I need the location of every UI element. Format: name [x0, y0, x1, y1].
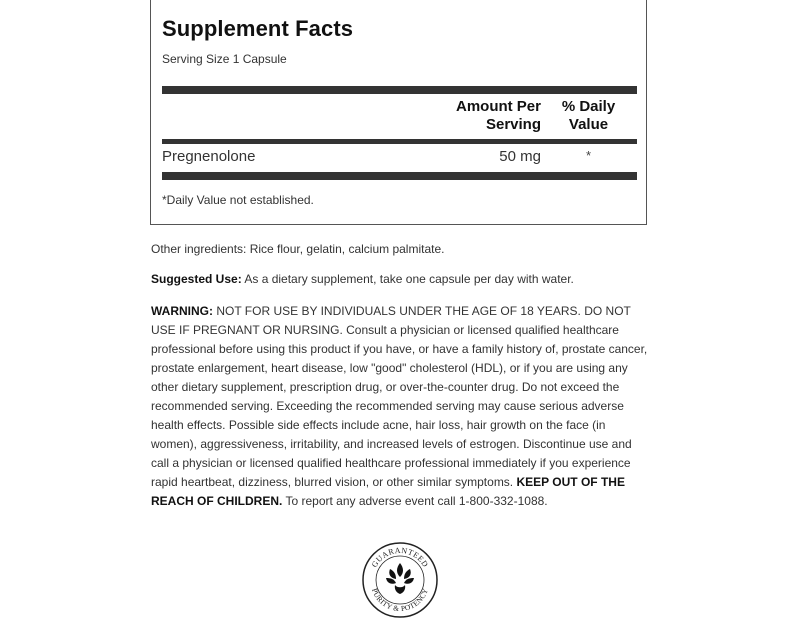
amount-header-line1: Amount Per: [455, 98, 541, 115]
keep-out-notice: KEEP OUT OF THE REACH OF CHILDREN.: [151, 475, 625, 508]
report-contact: To report any adverse event call 1-800-332-1088.: [282, 494, 548, 508]
facts-title: Supplement Facts: [162, 16, 354, 41]
warning-label: WARNING:: [151, 304, 213, 318]
divider-thick: [162, 86, 637, 94]
warning-body: NOT FOR USE BY INDIVIDUALS UNDER THE AGE OF 18 YEARS. DO NOT USE IF PREGNANT OR NURSING. Consult a physician or licensed qualified healthcare professional before using this product if you have, or have a family history of, prostate cancer, prostate enlargement, heart disease, low "good" cholesterol (HDL), or if you are using any other dietary supplement, prescription drug, or over-the-counter drug. Do not exceed the recommended serving. Exceeding the recommended serving may cause serious adverse health effects. Possible side effects include acne, hair loss, hair growth on the face (in women), aggressiveness, irritability, and increased levels of estrogen. Discontinue use and call a physician or licensed qualified healthcare professional immediately if you experience rapid heartbeat, dizziness, blurred vision, or other similar symptoms.: [151, 304, 648, 489]
purity-potency-badge: [361, 541, 439, 619]
ingredient-amount: 50 mg: [499, 148, 541, 165]
warning-text: [151, 302, 651, 511]
ingredient-daily-value: *: [585, 148, 592, 163]
amount-header-line2: Serving: [485, 116, 541, 133]
daily-value-footnote: *Daily Value not established.: [162, 193, 314, 207]
svg-text:PURITY & POTENCY: PURITY & POTENCY: [369, 587, 431, 614]
column-header-amount: [456, 98, 541, 134]
suggested-use-text: As a dietary supplement, take one capsule per day with water.: [241, 272, 574, 286]
column-header-daily-value: [556, 98, 621, 134]
suggested-use-label: Suggested Use:: [151, 272, 242, 286]
serving-size: Serving Size 1 Capsule: [162, 52, 287, 66]
other-ingredients: Other ingredients: Rice flour, gelatin, calcium palmitate.: [151, 242, 445, 256]
supplement-facts-panel: [150, 0, 647, 225]
suggested-use: [151, 270, 651, 289]
leaf-cluster-icon: [361, 541, 439, 619]
ingredient-name: Pregnenolone: [162, 148, 256, 165]
divider-thick-bottom: [162, 172, 637, 180]
svg-text:GUARANTEED: GUARANTEED: [369, 545, 431, 569]
dv-header-line2: Value: [568, 116, 609, 133]
dv-header-line1: % Daily: [561, 98, 616, 115]
divider-medium: [162, 139, 637, 144]
